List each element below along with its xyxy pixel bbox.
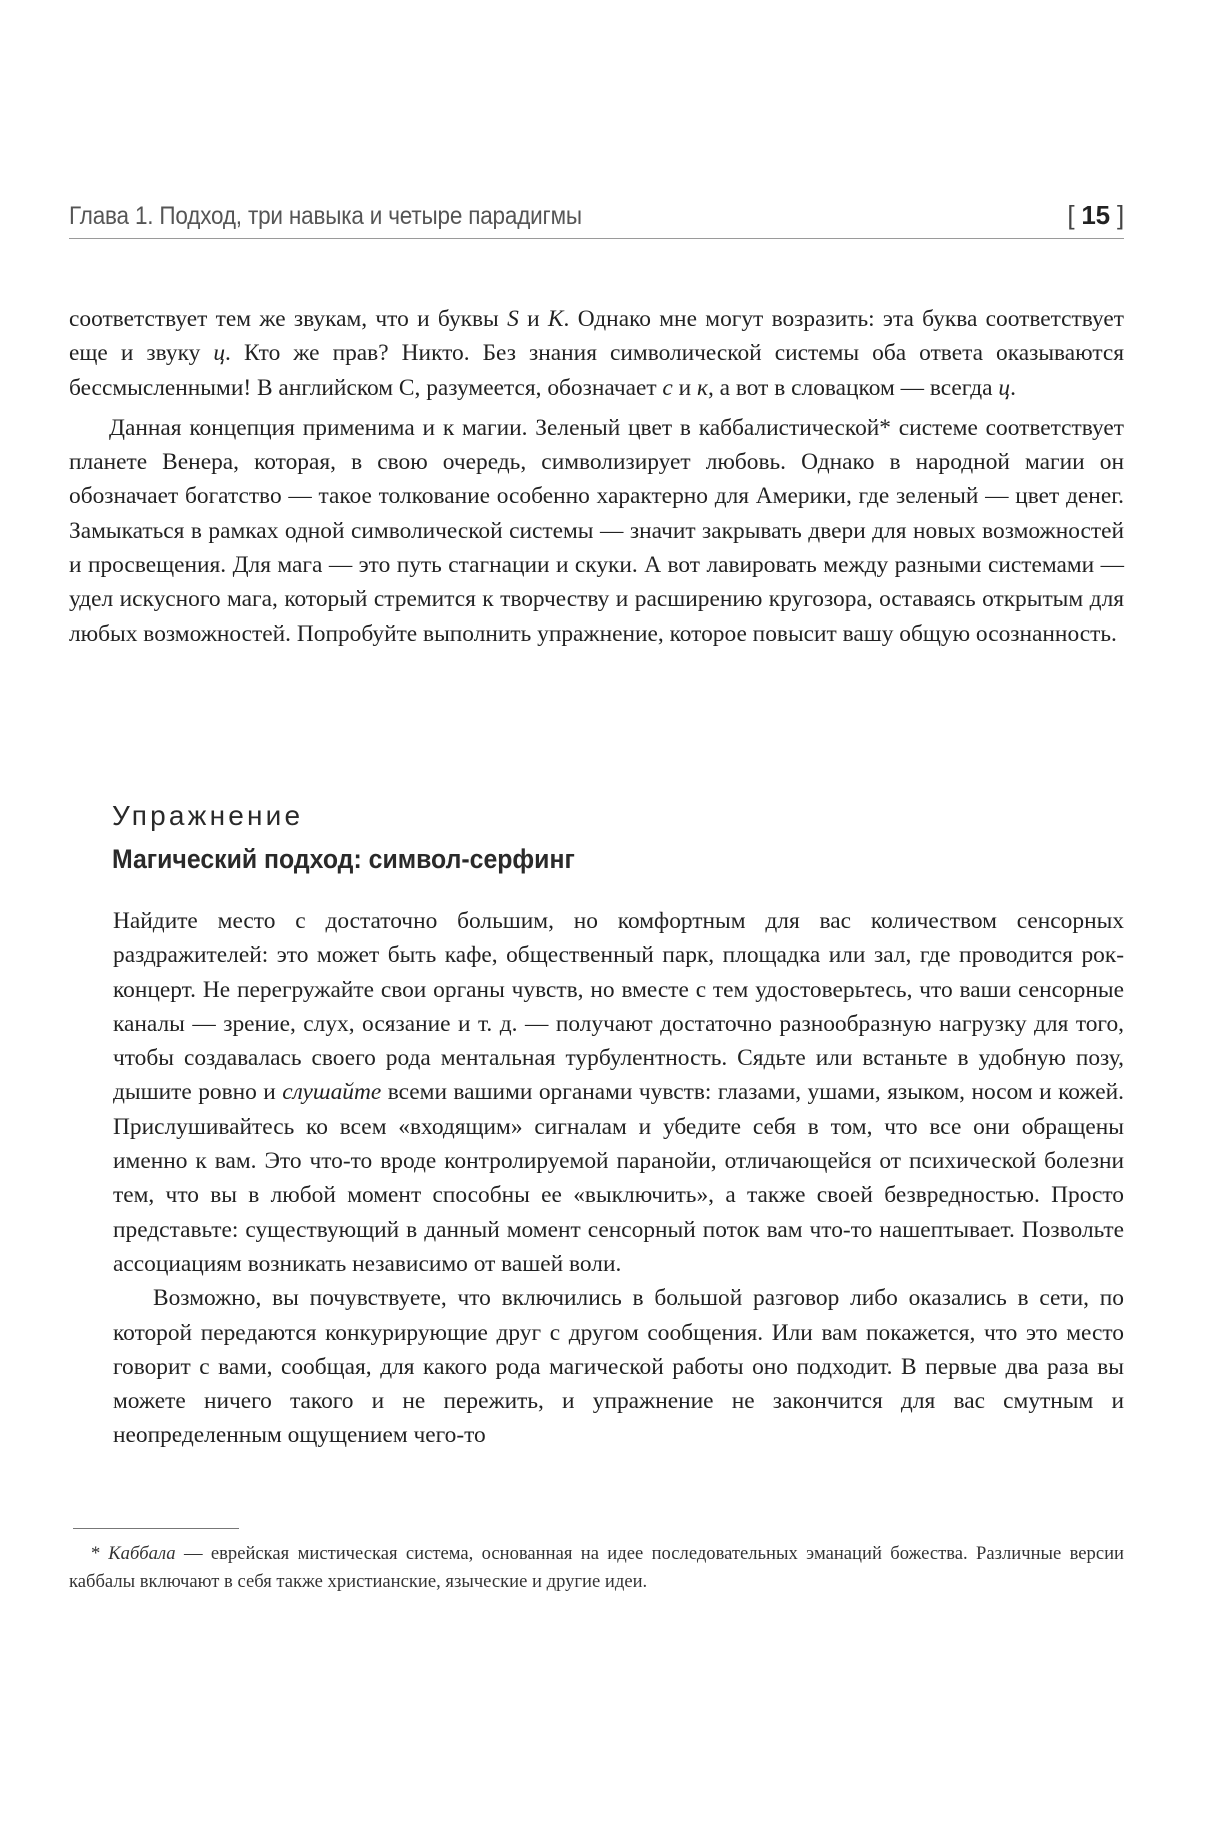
- exercise-paragraph-2: Возможно, вы почувствуете, что включились в большой разговор либо оказались в сети, по которой передаются конкурирующие друг с другом сообщения. Или вам покажется, что это место говорит с вами, сообщая, для какого рода магической работы оно подходит. В первые два раза вы можете ничего такого и не пережить, и упражнение не закончится для вас смутным и неопределенным ощущением чего-то: [113, 1285, 1124, 1449]
- italic-run: к: [697, 374, 708, 401]
- italic-run: ц: [213, 340, 226, 367]
- folio-close-bracket: ]: [1109, 200, 1124, 230]
- text-run: Найдите место с достаточно большим, но комфортным для вас количеством сенсорных раздражителей: это может быть кафе, общественный парк, площадка или зал, где проводится рок-концерт. Не перегружайте свои органы чувств, но вместе с тем удостоверьтесь, что ваши сенсорные каналы — зрение, слух, осязание и т. д. — получают достаточно разнообразную нагрузку для того, чтобы создавалась своего рода ментальная турбулентность. Сядьте или встаньте в удобную позу, дышите ровно и: [113, 908, 1124, 1106]
- exercise-title: Магический подход: символ-серфинг: [112, 844, 575, 874]
- footnote-divider: [73, 1528, 239, 1529]
- text-run: соответствует тем же звукам, что и буквы: [69, 306, 508, 332]
- text-run: , а вот в словацком — всегда: [707, 374, 999, 401]
- paragraph-continuation: [69, 302, 1124, 405]
- text-run: .: [1010, 374, 1016, 401]
- exercise-text-block: [113, 904, 1124, 1453]
- exercise-paragraph-1: [113, 904, 1124, 1281]
- italic-run: с: [662, 374, 673, 401]
- folio-open-bracket: [: [1067, 200, 1082, 230]
- footnote: [69, 1540, 1124, 1596]
- footnote-text: — еврейская мистическая система, основанная на идее последовательных эманаций божества. Различные версии каббалы включают в себя также христианские, языческие и другие идеи.: [69, 1543, 1124, 1592]
- text-run: всеми вашими органами чувств: глазами, ушами, языком, носом и кожей. Прислушивайтесь ко всем «входящим» сигналам и убедите себя в том, что все они обращены именно к вам. Это что-то вроде контролируемой паранойи, отличающейся от психической болезни тем, что вы в любой момент способны ее «выключить», а также своей безвредностью. Просто представьте: существующий в данный момент сенсорный поток вам что-то нашептывает. Позвольте ассоциациям возникать независимо от вашей воли.: [113, 1079, 1124, 1277]
- folio-number: 15: [1081, 200, 1110, 230]
- exercise-label: Упражнение: [112, 800, 304, 831]
- running-head: [69, 200, 1124, 239]
- italic-run: ц: [998, 374, 1011, 401]
- text-run: и: [518, 306, 548, 332]
- text-run: . Однако мне могут возразить: эта буква соответствует еще и звуку: [69, 306, 1124, 367]
- footnote-term: Каббала: [108, 1543, 176, 1564]
- chapter-title: Глава 1. Подход, три навыка и четыре парадигмы: [69, 202, 582, 230]
- text-run: и: [672, 374, 698, 401]
- text-run: . Кто же прав? Никто. Без знания символической системы оба ответа оказываются бессмысленными! В английском С, разумеется, обозначает: [69, 340, 1124, 401]
- page-number: [1067, 200, 1124, 231]
- footnote-marker: *: [91, 1543, 101, 1564]
- paragraph-magic-concept: Данная концепция применима и к магии. Зеленый цвет в каббалистической* системе соответствует планете Венера, которая, в свою очередь, символизирует любовь. Однако в народной магии он обозначает богатство — такое толкование особенно характерно для Америки, где зеленый — цвет денег. Замыкаться в рамках одной символической системы — значит закрывать двери для новых возможностей и просвещения. Для мага — это путь стагнации и скуки. А вот лавировать между разными системами — удел искусного мага, который стремится к творчеству и расширению кругозора, оставаясь открытым для любых возможностей. Попробуйте выполнить упражнение, которое повысит вашу общую осознанность.: [69, 414, 1124, 647]
- intro-text-block: [69, 302, 1124, 651]
- italic-run: слушайте: [282, 1079, 382, 1106]
- italic-run: K: [547, 306, 564, 332]
- italic-run: S: [507, 306, 519, 332]
- footnote-kabbalah: [69, 1540, 1124, 1596]
